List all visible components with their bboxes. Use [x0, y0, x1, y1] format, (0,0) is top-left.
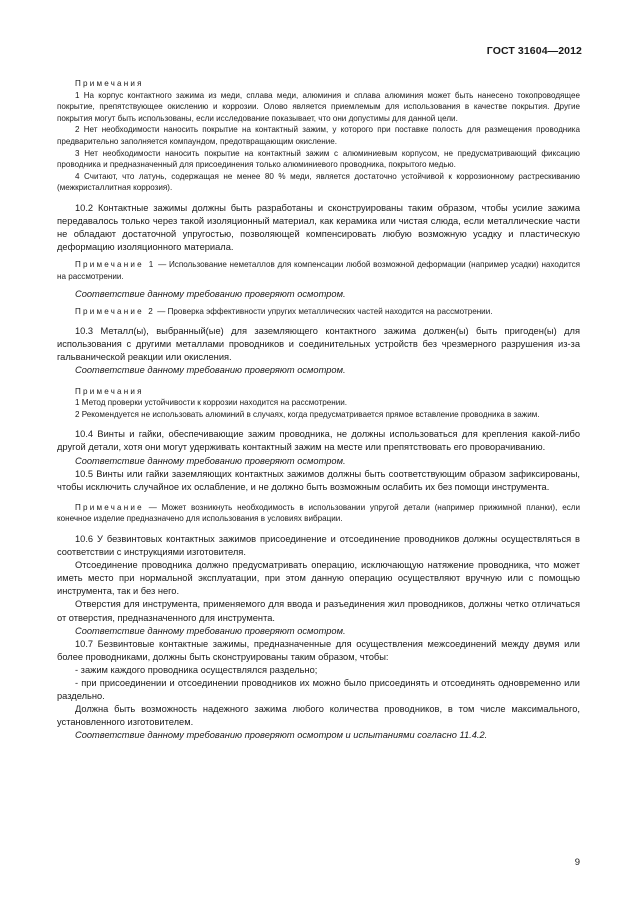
- note-label: Примечание 1: [75, 260, 156, 270]
- note-10-2-1: [57, 259, 580, 282]
- note-10-2-2: [57, 306, 580, 318]
- clause-10-6-para: Отверстия для инструмента, применяемого для ввода и разъединения жил проводников, должны четко отличаться от отверстия, предназначенного для инструмента.: [57, 599, 580, 623]
- clause-10-6-para: Отсоединение проводника должно предусматривать операцию, исключающую натяжение проводника, что может иметь место при нормальной эксплуатации, при этом данную операцию осуществляют вручную или с помощью инструмента, так и без него.: [57, 560, 580, 597]
- note-item: 4 Считают, что латунь, содержащая не менее 80 % меди, является достаточно устойчивой к коррозионному растрескиванию (межкристаллитная коррозия).: [57, 171, 580, 193]
- list-item: - зажим каждого проводника осуществлялся раздельно;: [75, 664, 318, 675]
- note-text: — Проверка эффективности упругих металлических частей находится на рассмотрении.: [155, 306, 493, 316]
- document-code: ГОСТ 31604—2012: [486, 45, 582, 57]
- page-number: 9: [574, 857, 580, 868]
- compliance-10-2: Соответствие данному требованию проверяют осмотром.: [75, 288, 346, 299]
- clause-10-7: 10.7 Безвинтовые контактные зажимы, предназначенные для осуществления межсоединений между двумя или более проводниками, должны быть сконструированы таким образом, чтобы:: [57, 638, 580, 662]
- clause-10-7-para: Должна быть возможность надежного зажима любого количества проводников, в том числе максимального, установленного изготовителем.: [57, 704, 580, 728]
- notes-heading: Примечания: [75, 79, 144, 88]
- notes-heading: Примечания: [75, 386, 144, 396]
- clause-10-4: 10.4 Винты и гайки, обеспечивающие зажим проводника, не должны использоваться для крепления какой-либо другой детали, хотя они могут удерживать контактный зажим на месте или препятствовать его проворачиванию.: [57, 429, 580, 453]
- note-item: 2 Нет необходимости наносить покрытие на контактный зажим, у которого при поставке полость для размещения проводника предварительно заполняется компаундом, предотвращающим окисление.: [57, 125, 580, 146]
- compliance-10-3: Соответствие данному требованию проверяют осмотром.: [75, 365, 346, 376]
- compliance-10-4: Соответствие данному требованию проверяют осмотром.: [75, 455, 346, 466]
- compliance-10-7: Соответствие данному требованию проверяют осмотром и испытаниями согласно 11.4.2.: [75, 730, 488, 741]
- note-text: — Может возникнуть необходимость в использовании упругой детали (например прижимной планки), если конечное изделие предназначено для использования в условиях вибрации.: [57, 502, 580, 524]
- clause-10-5: 10.5 Винты или гайки заземляющих контактных зажимов должны быть соответствующим образом зафиксированы, чтобы исключить случайное их ослабление, и не должно быть возможным ослабить их без помощи инструмента.: [57, 468, 580, 492]
- clause-10-6: 10.6 У безвинтовых контактных зажимов присоединение и отсоединение проводников должны осуществляться в соответствии с инструкциями изготовителя.: [57, 534, 580, 558]
- note-label: Примечание: [75, 502, 144, 512]
- note-text: — Использование неметаллов для компенсации любой возможной деформации (например усадки) находится на рассмотрении.: [57, 260, 581, 281]
- note-item: 3 Нет необходимости наносить покрытие на контактный зажим с алюминиевым корпусом, не предусматривающий фиксацию проводника и предназначенный для присоединения только алюминиевого проводника, покрытого медью.: [57, 148, 580, 170]
- note-label: Примечание 2: [75, 306, 155, 316]
- note-item: 1 Метод проверки устойчивости к коррозии находится на рассмотрении.: [75, 398, 348, 408]
- note-item: 2 Рекомендуется не использовать алюминий в случаях, когда предусматривается прямое вставление проводника в зажим.: [75, 409, 540, 419]
- page-body: [57, 78, 580, 743]
- list-item: - при присоединении и отсоединении проводников их можно было присоединять и отсоединять одновременно или раздельно.: [57, 678, 580, 702]
- note-item: 1 На корпус контактного зажима из меди, сплава меди, алюминия и сплава алюминия может быть нанесено токопроводящее покрытие, препятствующее окислению и коррозии. Олово является приемлемым для использования в качестве покрытия. Другие покрытия могут быть использованы, если исследование показывает, что они допустимы для данной цели.: [57, 90, 580, 123]
- note-10-5: [57, 502, 580, 525]
- clause-10-3: 10.3 Металл(ы), выбранный(ые) для заземляющего контактного зажима должен(ы) быть пригоден(ы) для использования с другими металлами проводников и соединительных устройств без чрезмерного разрушения из-за гальванической реакции или окисления.: [57, 326, 580, 363]
- compliance-10-6: Соответствие данному требованию проверяют осмотром.: [75, 625, 346, 636]
- clause-10-2: 10.2 Контактные зажимы должны быть разработаны и сконструированы таким образом, чтобы усилие зажима передавалось только через такой изоляционный материал, как керамика или чистая слюда, если металлические части не обладают достаточной упругостью, позволяющей компенсировать любую возможную усадку и пластическую деформацию изоляционного материала.: [57, 202, 580, 253]
